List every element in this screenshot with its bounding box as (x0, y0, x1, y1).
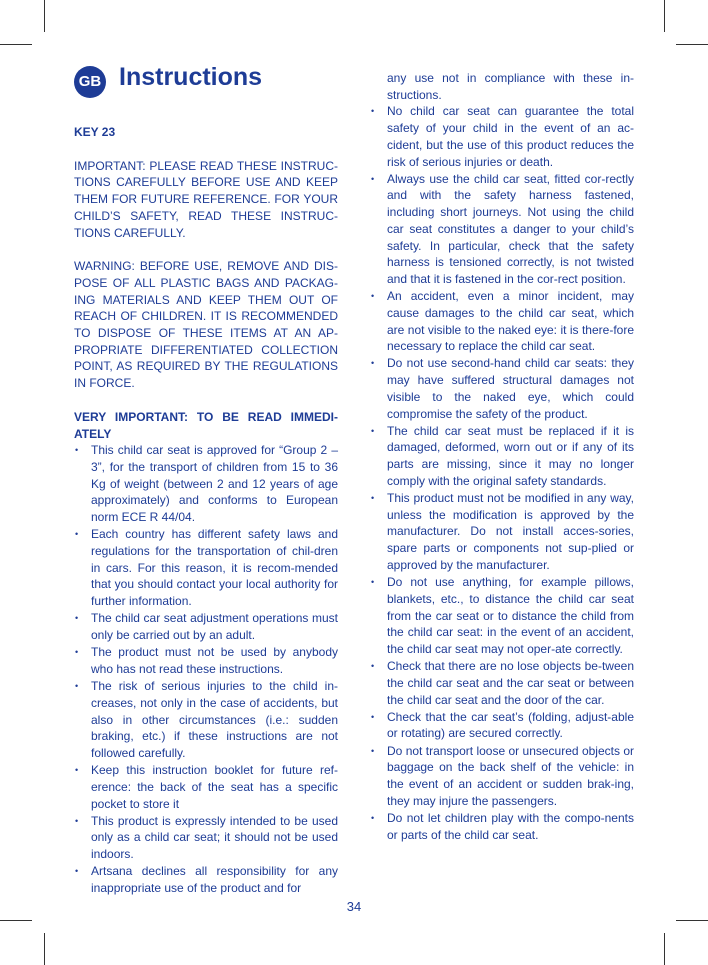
list-item: • Each country has different safety laws and regulations for the transportation of chil-dren in cars. For this reason, it is recom-mended that you should contact your local authority for further information. (74, 526, 338, 610)
left-bullet-list (74, 442, 338, 896)
continued-text: any use not in compliance with these in-structions. (387, 71, 634, 102)
list-item: • This child car seat is approved for “Group 2 – 3”, for the transport of children from 15 to 36 Kg of weight (between 2 and 12 years of age approximately) and conforms to European norm ECE R 44/04. (74, 442, 338, 526)
crop-mark (676, 44, 708, 45)
list-item: • The child car seat must be replaced if it is damaged, deformed, worn out or if any of its parts are missing, since it may no longer comply with the original safety standards. (370, 423, 634, 490)
list-item: • Keep this instruction booklet for future ref-erence: the back of the seat has a specific pocket to store it (74, 762, 338, 812)
list-item: • Check that the car seat’s (folding, adjust-able or rotating) are secured correctly. (370, 709, 634, 742)
crop-mark (664, 0, 665, 32)
list-item: • This product is expressly intended to be used only as a child car seat; it should not be used indoors. (74, 813, 338, 863)
right-column (370, 70, 634, 844)
list-item: • The product must not be used by anybody who has not read these instructions. (74, 644, 338, 677)
crop-mark (664, 933, 665, 965)
crop-mark (0, 920, 32, 921)
left-column (74, 124, 338, 897)
page-number: 34 (346, 899, 362, 914)
crop-mark (676, 920, 708, 921)
very-important-heading: VERY IMPORTANT: TO BE READ IMMEDI-ATELY (74, 409, 338, 441)
list-item: • This product must not be modified in any way, unless the modification is approved by the manufacturer. Do not install acces-sories, spare parts or components not sup-plied or approved by the manufacturer. (370, 490, 634, 574)
warning-notice: WARNING: BEFORE USE, REMOVE AND DIS-POSE OF ALL PLASTIC BAGS AND PACKAG-ING MATERIALS AND KEEP THEM OUT OF REACH OF CHILDREN. IT IS RECOMMENDED TO DISPOSE OF THESE ITEMS AT AN AP-PROPRIATE DIFFERENTIATED COLLECTION POINT, AS REQUIRED BY THE REGULATIONS IN FORCE. (74, 259, 338, 391)
list-item: • Do not let children play with the compo-nents or parts of the child car seat. (370, 810, 634, 843)
crop-mark (0, 44, 32, 45)
key-heading: KEY 23 (74, 125, 116, 139)
list-item: • The risk of serious injuries to the child in-creases, not only in the case of accidents, but also in other circumstances (i.e.: sudden braking, etc.) if these instructions are not followed carefully. (74, 678, 338, 762)
list-item: • No child car seat can guarantee the total safety of your child in the event of an ac-cident, but the use of this product reduces the risk of serious injuries or death. (370, 103, 634, 170)
language-badge: GB (74, 66, 106, 98)
list-item: • Do not use anything, for example pillows, blankets, etc., to distance the child car seat from the car seat or to distance the child from the child car seat: in the event of an accident, the child car seat may not oper-ate correctly. (370, 574, 634, 658)
important-notice: IMPORTANT: PLEASE READ THESE INSTRUC-TIONS CAREFULLY BEFORE USE AND KEEP THEM FOR FUTURE REFERENCE. FOR YOUR CHILD’S SAFETY, READ THESE INSTRUC-TIONS CAREFULLY. (74, 158, 338, 240)
list-item: • Check that there are no lose objects be-tween the child car seat and the car seat or between the child car seat and the door of the car. (370, 658, 634, 708)
list-item: • Do not use second-hand child car seats: they may have suffered structural damages not visible to the naked eye, which could compromise the safety of the product. (370, 355, 634, 422)
list-item: • An accident, even a minor incident, may cause damages to the child car seat, which are not visible to the naked eye: it is there-fore necessary to replace the child car seat. (370, 288, 634, 355)
list-item: • Do not transport loose or unsecured objects or baggage on the back shelf of the vehicle: in the event of an accident or sudden brak-ing, they may injure the passengers. (370, 743, 634, 810)
page-title: Instructions (119, 63, 263, 91)
list-item: • Artsana declines all responsibility for any inappropriate use of the product and for (74, 863, 338, 896)
list-item: • The child car seat adjustment operations must only be carried out by an adult. (74, 610, 338, 643)
right-bullet-list (370, 103, 634, 843)
list-item: • Always use the child car seat, fitted cor-rectly and with the safety harness fastened, including short journeys. Not using the child car seat constitutes a danger to your child’s safety. In particular, check that the safety harness is tensioned correctly, is not twisted and that it is fastened in the cor-rect position. (370, 171, 634, 288)
crop-mark (44, 0, 45, 32)
crop-mark (44, 933, 45, 965)
